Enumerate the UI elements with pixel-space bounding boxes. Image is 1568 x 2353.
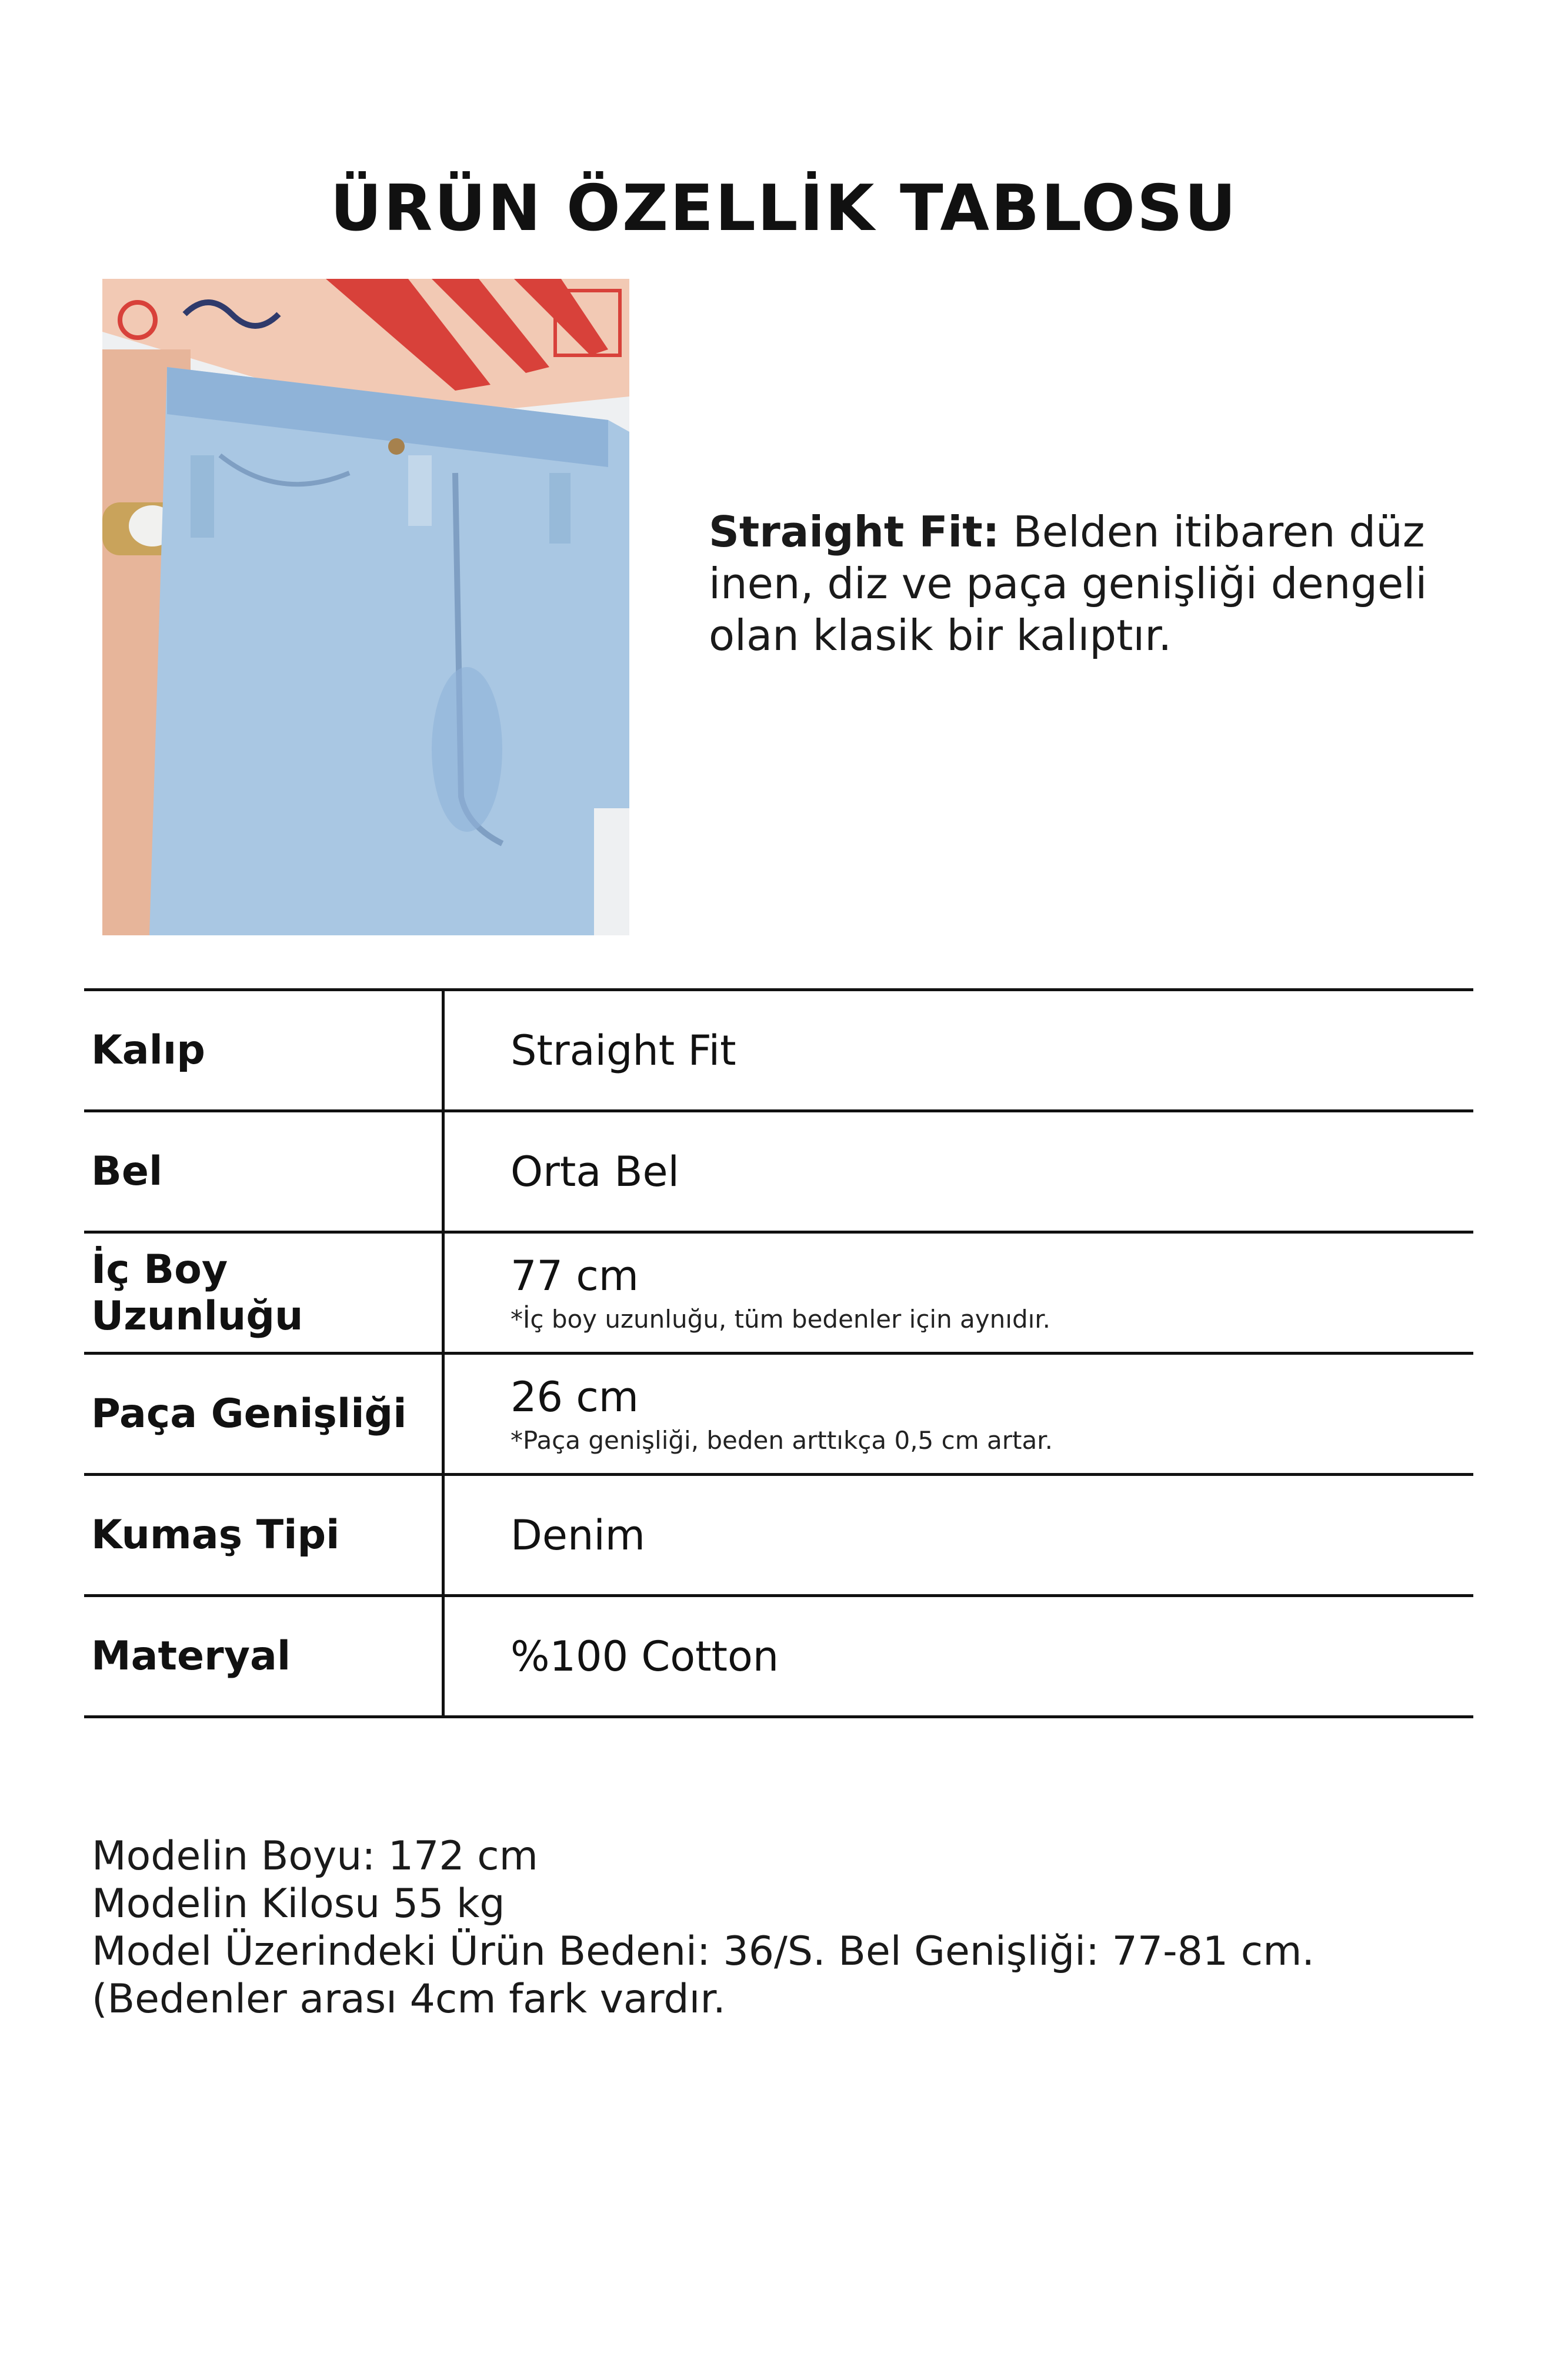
spec-value-cell [443, 1596, 1474, 1717]
jeans-photo-illustration [102, 279, 629, 935]
spec-table [84, 988, 1473, 1718]
spec-note: *Paça genişliği, beden arttıkça 0,5 cm artar. [511, 1426, 1053, 1455]
spec-value: %100 Cotton [511, 1632, 779, 1681]
spec-label: Kalıp [84, 990, 443, 1111]
model-size: Model Üzerindeki Ürün Bedeni: 36/S. Bel Genişliği: 77-81 cm. (Bedenler arası 4cm fark vardır. [92, 1928, 1315, 2022]
spec-row-kumas [84, 1475, 1473, 1596]
spec-label: Kumaş Tipi [84, 1475, 443, 1596]
spec-value: Orta Bel [511, 1147, 680, 1196]
spec-value-cell [443, 1111, 1474, 1232]
spec-row-bel [84, 1111, 1473, 1232]
spec-row-materyal [84, 1596, 1473, 1717]
product-photo [102, 279, 629, 935]
model-info [92, 1832, 1492, 2023]
spec-value: 77 cm [511, 1252, 639, 1300]
spec-value: 26 cm [511, 1373, 639, 1421]
model-height: Modelin Boyu: 172 cm [92, 1833, 538, 1879]
model-weight: Modelin Kilosu 55 kg [92, 1881, 505, 1927]
spec-value: Denim [511, 1511, 645, 1559]
spec-row-kalip [84, 990, 1473, 1111]
spec-value-cell [443, 1475, 1474, 1596]
spec-label: Paça Genişliği [84, 1354, 443, 1475]
fit-term: Straight Fit: [709, 507, 1000, 556]
spec-value-cell [443, 990, 1474, 1111]
spec-label: Bel [84, 1111, 443, 1232]
spec-row-ic-boy [84, 1232, 1473, 1354]
spec-label: Materyal [84, 1596, 443, 1717]
spec-label: İç Boy Uzunluğu [84, 1232, 443, 1354]
spec-note: *İç boy uzunluğu, tüm bedenler için aynıdır. [511, 1305, 1051, 1334]
spec-value-cell [443, 1232, 1474, 1354]
spec-value: Straight Fit [511, 1026, 736, 1075]
spec-value-cell [443, 1354, 1474, 1475]
fit-text: Belden itibaren düz inen, diz ve paça genişliği dengeli olan klasik bir kalıptır. [709, 507, 1427, 660]
fit-description [709, 506, 1485, 661]
spec-row-paca [84, 1354, 1473, 1475]
page-title: ÜRÜN ÖZELLİK TABLOSU [330, 172, 1238, 245]
